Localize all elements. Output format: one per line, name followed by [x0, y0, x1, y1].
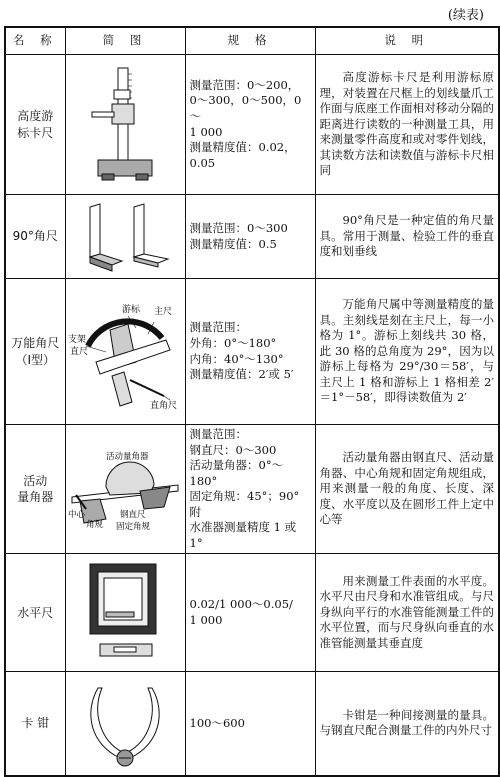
bevel-protractor-drawing [66, 284, 184, 420]
row-desc: 活动量角器由钢直尺、活动量角器、中心角规和固定角规组成，用来测量一般的角度、长度、深度、水平度以及在圆形工件上定中心等 [315, 425, 499, 554]
row-name: 90°角尺 [5, 195, 65, 279]
label-bracket: 支架 [68, 334, 87, 345]
row-desc: 用来测量工件表面的水平度。水平尺由尺身和水准管组成。与尺身纵向平行的水准管能测量工件的水平位置，而与尺身纵向垂直的水准管能测量其垂直度 [315, 554, 499, 672]
header-name: 名 称 [5, 27, 65, 55]
height-gauge-figure [65, 55, 185, 195]
caliper-figure [65, 672, 185, 776]
spirit-level-figure [65, 554, 185, 672]
row-desc: 万能角尺属中等测量精度的量具。主刻线是刻在主尺上，每一小格为 1°。游标上刻线共 30 格，此 30 格的总角度为 29°，因为以游标上每格为 29°/30＝58′，与主尺上 1 格和游标上 1 格相差 2′＝1°－58′，即得读数值为 2′ [315, 279, 499, 425]
row-spec: 测量范围：0～300 测量精度值：0.5 [185, 195, 315, 279]
label-steel-rule: 钢直尺 [120, 510, 146, 521]
spirit-level-drawing [70, 558, 180, 668]
row-name: 水平尺 [5, 554, 65, 672]
label-straight-ruler: 直尺 [70, 346, 89, 357]
table-row [5, 279, 499, 425]
header-spec: 规 格 [185, 27, 315, 55]
table-row [5, 554, 499, 672]
row-name: 卡 钳 [5, 672, 65, 776]
tool-table [4, 26, 500, 777]
row-spec: 测量范围： 外角：0°～180° 内角：40°～130° 测量精度值：2′或 5′ [185, 279, 315, 425]
row-name: 活动 量角器 [5, 425, 65, 554]
header-desc: 说 明 [315, 27, 499, 55]
header-figure: 简 图 [65, 27, 185, 55]
row-spec: 100～600 [185, 672, 315, 776]
square-figure [65, 195, 185, 279]
label-center-head-2: 角规 [86, 520, 104, 531]
header-row [5, 27, 499, 55]
square-drawing [70, 199, 180, 275]
label-main-scale: 主尺 [154, 306, 173, 317]
combination-set-drawing [66, 445, 184, 533]
row-desc: 90°角尺是一种定值的角尺量具。常用于测量、检验工件的垂直度和划垂线 [315, 195, 499, 279]
label-center-head: 中心 [68, 510, 86, 521]
label-square: 直角尺 [150, 400, 178, 411]
label-vernier: 游标 [122, 304, 141, 315]
caliper-drawing [70, 674, 180, 772]
continued-label: (续表) [447, 8, 484, 23]
row-spec: 测量范围：0～200， 0～300，0～500，0～ 1 000 测量精度值：0.02， 0.05 [185, 55, 315, 195]
label-protractor-head: 活动量角器 [106, 452, 149, 463]
height-gauge-drawing [70, 60, 180, 190]
combination-set-figure [65, 425, 185, 554]
row-name: 万能角尺 （Ⅰ型） [5, 279, 65, 425]
row-desc: 高度游标卡尺是利用游标原理，对装置在尺框上的划线量爪工作面与底座工作面相对移动分隔的距离进行读数的一种测量工具，用来测量零件高度和或对零件划线，其读数方法和读数值与游标卡尺相同 [315, 55, 499, 195]
table-row [5, 195, 499, 279]
label-square-head: 固定角规 [116, 522, 151, 533]
bevel-protractor-figure [65, 279, 185, 425]
table-row [5, 55, 499, 195]
row-name: 高度游 标卡尺 [5, 55, 65, 195]
table-row [5, 425, 499, 554]
row-spec: 测量范围： 钢直尺：0～300 活动量角器：0°～180° 固定角规：45°；90°附 水准器测量精度 1 或 1° [185, 425, 315, 554]
table-row [5, 672, 499, 776]
row-desc: 卡钳是一种间接测量的量具。与钢直尺配合测量工件的内外尺寸 [315, 672, 499, 776]
row-spec: 0.02/1 000～0.05/ 1 000 [185, 554, 315, 672]
